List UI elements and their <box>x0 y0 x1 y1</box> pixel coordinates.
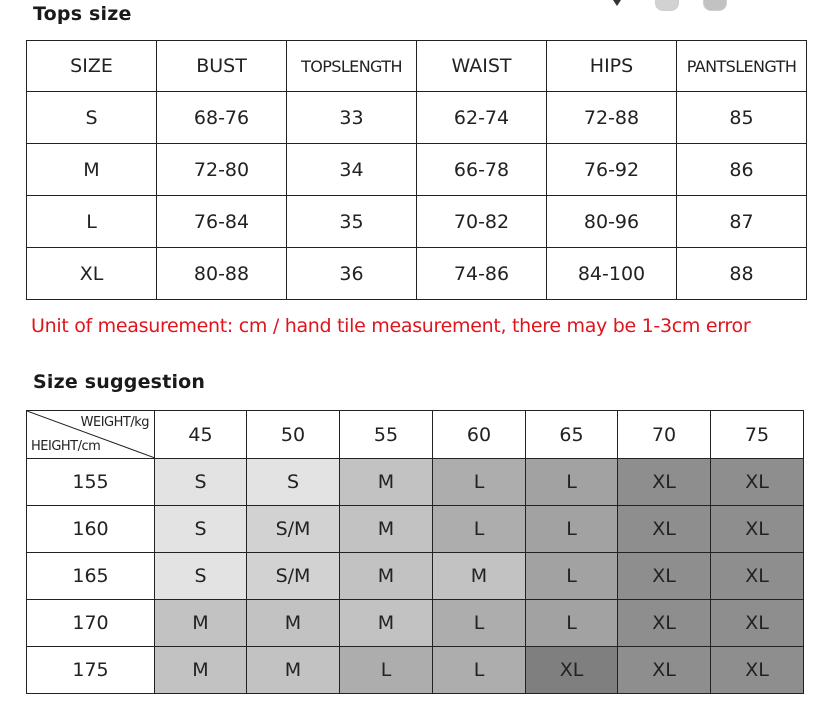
size-suggestion-table <box>26 410 804 694</box>
table-cell: 84-100 <box>547 248 677 300</box>
table-row <box>27 459 804 506</box>
column-header-bust: BUST <box>157 41 287 92</box>
table-cell: 72-88 <box>547 92 677 144</box>
table-cell: 66-78 <box>417 144 547 196</box>
weight-header: 55 <box>340 411 433 459</box>
height-cell: 160 <box>27 506 155 553</box>
size-cell: XL <box>618 600 711 647</box>
size-cell: S <box>247 459 340 506</box>
column-header-hips: HIPS <box>547 41 677 92</box>
size-cell: XL <box>618 459 711 506</box>
weight-height-corner-cell <box>27 411 155 459</box>
column-header-waist: WAIST <box>417 41 547 92</box>
size-cell: S/M <box>247 506 340 553</box>
size-cell: XL <box>711 600 804 647</box>
height-cell: 175 <box>27 647 155 694</box>
size-cell: M <box>155 647 247 694</box>
size-cell: L <box>433 647 526 694</box>
size-cell: XL <box>711 647 804 694</box>
size-cell: L <box>526 459 618 506</box>
table-cell: XL <box>27 248 157 300</box>
size-cell: XL <box>526 647 618 694</box>
size-cell: S <box>155 553 247 600</box>
size-cell: L <box>340 647 433 694</box>
table-row <box>27 647 804 694</box>
size-cell: S/M <box>247 553 340 600</box>
size-cell: XL <box>711 506 804 553</box>
size-cell: M <box>433 553 526 600</box>
size-cell: L <box>526 553 618 600</box>
size-cell: XL <box>618 647 711 694</box>
table-cell: 33 <box>287 92 417 144</box>
table-row <box>27 144 807 196</box>
table-cell: L <box>27 196 157 248</box>
table-cell: 74-86 <box>417 248 547 300</box>
column-header-tops-length: TOPSLENGTH <box>287 41 417 92</box>
table-cell: 36 <box>287 248 417 300</box>
table-row <box>27 196 807 248</box>
weight-axis-label: WEIGHT/kg <box>80 415 149 430</box>
table-cell: 87 <box>677 196 807 248</box>
size-cell: M <box>340 459 433 506</box>
table-cell: 62-74 <box>417 92 547 144</box>
weight-header: 50 <box>247 411 340 459</box>
size-cell: S <box>155 506 247 553</box>
size-cell: XL <box>618 553 711 600</box>
table-cell: S <box>27 92 157 144</box>
size-cell: M <box>155 600 247 647</box>
size-cell: M <box>340 553 433 600</box>
table-header-row <box>27 411 804 459</box>
size-cell: XL <box>711 459 804 506</box>
size-cell: L <box>526 506 618 553</box>
table-cell: 76-84 <box>157 196 287 248</box>
table-row <box>27 506 804 553</box>
table-cell: 88 <box>677 248 807 300</box>
table-cell: 85 <box>677 92 807 144</box>
table-row <box>27 553 804 600</box>
weight-header: 75 <box>711 411 804 459</box>
size-cell: L <box>433 506 526 553</box>
product-cup-icon <box>655 0 679 11</box>
height-cell: 170 <box>27 600 155 647</box>
weight-header: 65 <box>526 411 618 459</box>
weight-header: 60 <box>433 411 526 459</box>
table-row <box>27 248 807 300</box>
size-cell: M <box>340 506 433 553</box>
size-cell: L <box>526 600 618 647</box>
height-cell: 155 <box>27 459 155 506</box>
height-cell: 165 <box>27 553 155 600</box>
table-cell: 86 <box>677 144 807 196</box>
column-header-size: SIZE <box>27 41 157 92</box>
weight-header: 45 <box>155 411 247 459</box>
size-cell: M <box>247 647 340 694</box>
column-header-pants-length: PANTSLENGTH <box>677 41 807 92</box>
table-cell: M <box>27 144 157 196</box>
table-cell: 80-96 <box>547 196 677 248</box>
size-cell: S <box>155 459 247 506</box>
measurement-note: Unit of measurement: cm / hand tile measurement, there may be 1-3cm error <box>31 315 751 337</box>
table-cell: 70-82 <box>417 196 547 248</box>
size-cell: XL <box>711 553 804 600</box>
table-cell: 80-88 <box>157 248 287 300</box>
height-axis-label: HEIGHT/cm <box>31 439 101 454</box>
weight-header: 70 <box>618 411 711 459</box>
size-cell: XL <box>618 506 711 553</box>
size-cell: M <box>247 600 340 647</box>
tops-size-table <box>26 40 807 300</box>
table-cell: 34 <box>287 144 417 196</box>
table-cell: 72-80 <box>157 144 287 196</box>
product-cup-icon <box>703 0 727 11</box>
tops-size-title: Tops size <box>33 3 132 25</box>
size-cell: L <box>433 600 526 647</box>
table-cell: 35 <box>287 196 417 248</box>
table-row <box>27 600 804 647</box>
size-suggestion-title: Size suggestion <box>33 371 206 393</box>
arrow-down-icon <box>613 0 621 6</box>
size-cell: M <box>340 600 433 647</box>
table-row <box>27 92 807 144</box>
size-cell: L <box>433 459 526 506</box>
table-cell: 76-92 <box>547 144 677 196</box>
table-cell: 68-76 <box>157 92 287 144</box>
table-header-row <box>27 41 807 92</box>
